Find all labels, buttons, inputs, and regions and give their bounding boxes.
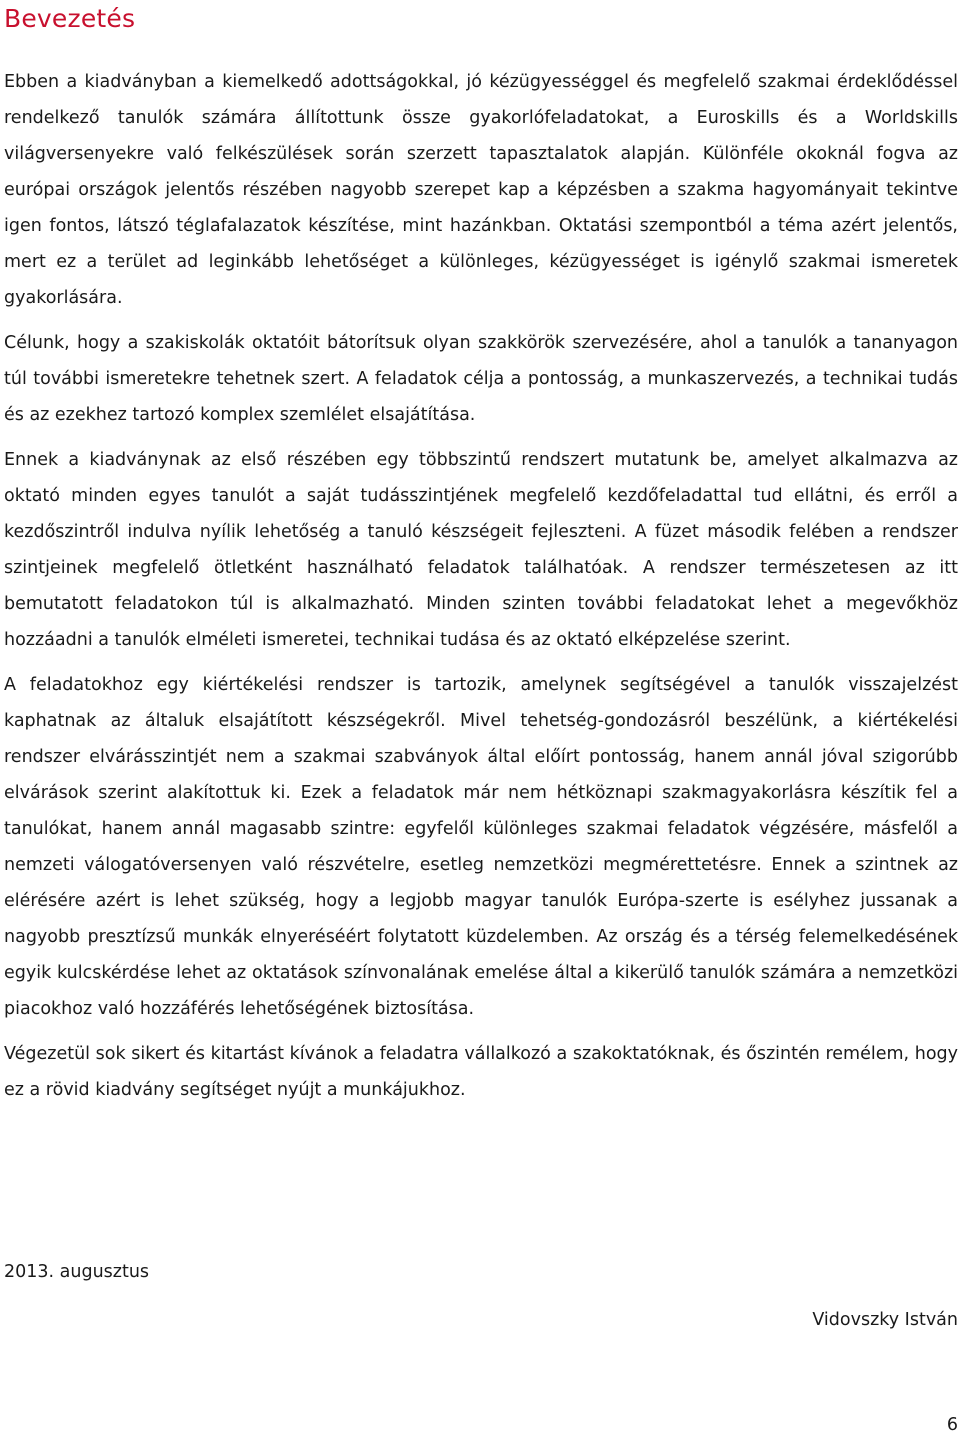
paragraph-evaluation: A feladatokhoz egy kiértékelési rendszer is tartozik, amelynek segítségével a tanulók visszajelzést kaphatnak az általuk elsajátított készségekről. Mivel tehetség-gondozásról beszélünk, a kiértékelési rendszer elvárásszintjét nem a szakmai szabványok által előírt pontosság, hanem annál jóval szigorúbb elvárások szerint alakítottuk ki. Ezek a feladatok már nem hétköznapi szakmagyakorlásra készítik fel a tanulókat, hanem annál magasabb szintre: egyfelől különleges szakmai feladatok végzésére, másfelől a nemzeti válogatóversenyen való részvételre, esetleg nemzetközi megmérettetésre. Ennek a szintnek az elérésére azért is lehet szükség, hogy a legjobb magyar tanulók Európa-szerte is esélyhez jussanak a nagyobb presztízsű munkák elnyeréséért folytatott küzdelemben. Az ország és a térség felemelkedésének egyik kulcskérdése lehet az oktatások színvonalának emelése által a kikerülő tanulók számára a nemzetközi piacokhoz való hozzáférés lehetőségének biztosítása. <box>4 675 958 1019</box>
date: 2013. augusztus <box>4 1262 150 1282</box>
page-title: Bevezetés <box>4 4 136 33</box>
paragraph-goal: Célunk, hogy a szakiskolák oktatóit bátorítsuk olyan szakkörök szervezésére, ahol a tanulók a tananyagon túl további ismeretekre tehetnek szert. A feladatok célja a pontosság, a munkaszervezés, a technikai tudás és az ezekhez tartozó komplex szemlélet elsajátítása. <box>4 333 958 425</box>
paragraph-intro: Ebben a kiadványban a kiemelkedő adottságokkal, jó kézügyességgel és megfelelő szakmai érdeklődéssel rendelkező tanulók számára állítottunk össze gyakorlófeladatokat, a Euroskills és a Worldskills világversenyekre való felkészülések során szerzett tapasztalatok alapján. Különféle okoknál fogva az európai országok jelentős részében nagyobb szerepet kap a képzésben a szakma hagyományait tekintve igen fontos, látszó téglafalazatok készítése, mint hazánkban. Oktatási szempontból a téma azért jelentős, mert ez a terület ad leginkább lehetőséget a különleges, kézügyességet is igénylő szakmai ismeretek gyakorlására. <box>4 72 958 308</box>
body-text <box>4 64 958 1117</box>
paragraph-closing: Végezetül sok sikert és kitartást kívánok a feladatra vállalkozó a szakoktatóknak, és őszintén remélem, hogy ez a rövid kiadvány segítséget nyújt a munkájukhoz. <box>4 1044 958 1100</box>
document-page <box>4 0 958 1440</box>
page-number: 6 <box>946 1415 958 1435</box>
author-signature: Vidovszky István <box>812 1310 958 1330</box>
paragraph-system: Ennek a kiadványnak az első részében egy többszintű rendszert mutatunk be, amelyet alkalmazva az oktató minden egyes tanulót a saját tudásszintjének megfelelő kezdőfeladattal tud ellátni, és erről a kezdőszintről indulva nyílik lehetőség a tanuló készségeit fejleszteni. A füzet második felében a rendszer szintjeinek megfelelő ötletként használható feladatok találhatóak. A rendszer természetesen az itt bemutatott feladatokon túl is alkalmazható. Minden szinten további feladatokat lehet a megevőkhöz hozzáadni a tanulók elméleti ismeretei, technikai tudása és az oktató elképzelése szerint. <box>4 450 958 650</box>
